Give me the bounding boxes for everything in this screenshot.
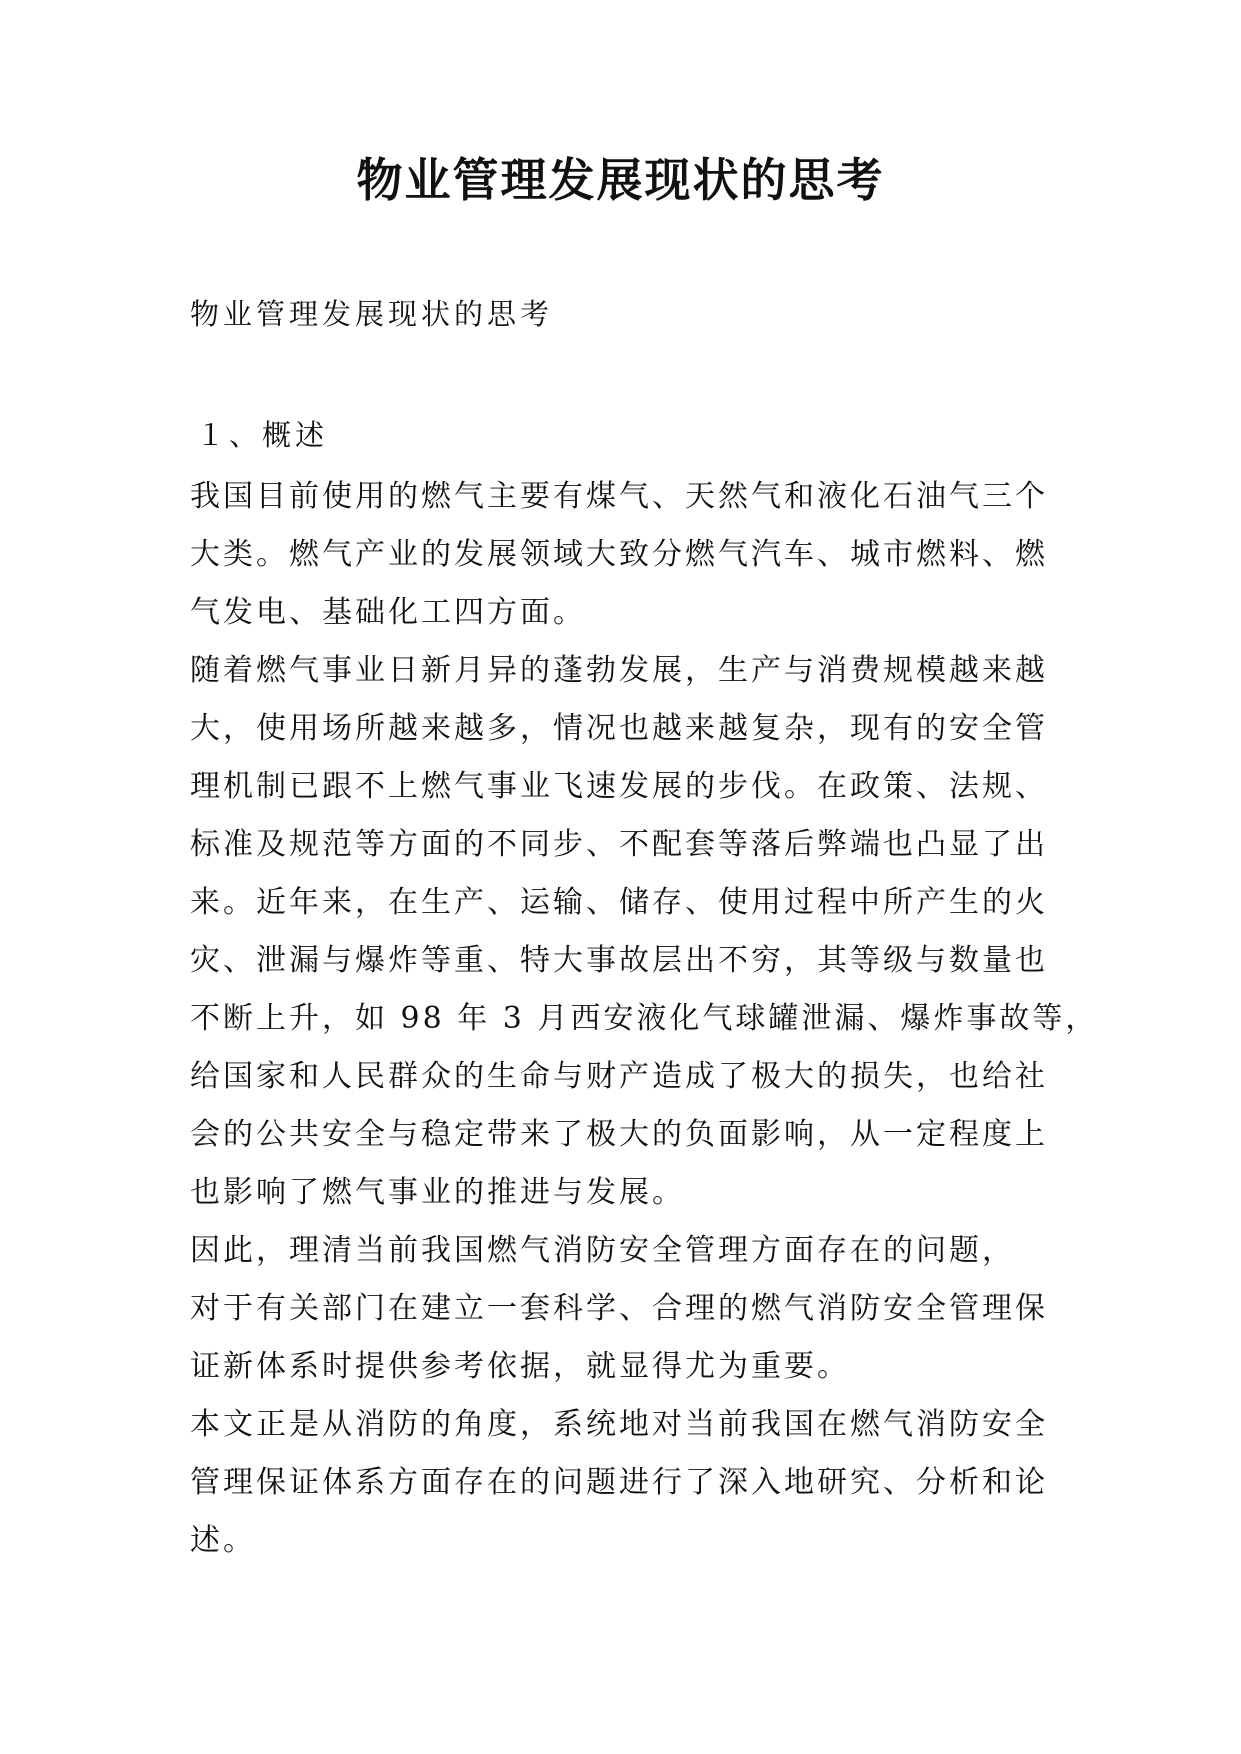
body-text <box>190 468 1099 1570</box>
body-line: 大类。燃气产业的发展领域大致分燃气汽车、城市燃料、燃 <box>190 537 1048 572</box>
body-line: 管理保证体系方面存在的问题进行了深入地研究、分析和论 <box>190 1465 1048 1500</box>
body-line: 给国家和人民群众的生命与财产造成了极大的损失，也给社 <box>190 1059 1048 1094</box>
body-line: 随着燃气事业日新月异的蓬勃发展，生产与消费规模越来越 <box>190 653 1048 688</box>
body-line: 述。 <box>190 1523 256 1558</box>
body-line: 会的公共安全与稳定带来了极大的负面影响，从一定程度上 <box>190 1117 1048 1152</box>
page-title: 物业管理发展现状的思考 <box>356 153 885 207</box>
body-line: 因此，理清当前我国燃气消防安全管理方面存在的问题， <box>190 1233 1015 1268</box>
body-line: 大，使用场所越来越多，情况也越来越复杂，现有的安全管 <box>190 711 1048 746</box>
document-subtitle: 物业管理发展现状的思考 <box>190 297 554 331</box>
body-line: 不断上升，如 98 年 3 月西安液化气球罐泄漏、爆炸事故等， <box>190 1001 1099 1036</box>
body-line: 理机制已跟不上燃气事业飞速发展的步伐。在政策、法规、 <box>190 769 1048 804</box>
body-line: 灾、泄漏与爆炸等重、特大事故层出不穷，其等级与数量也 <box>190 943 1048 978</box>
body-line: 气发电、基础化工四方面。 <box>190 595 586 630</box>
body-line: 本文正是从消防的角度，系统地对当前我国在燃气消防安全 <box>190 1407 1048 1442</box>
body-line: 来。近年来，在生产、运输、储存、使用过程中所产生的火 <box>190 885 1048 920</box>
body-line: 我国目前使用的燃气主要有煤气、天然气和液化石油气三个 <box>190 479 1048 514</box>
body-line: 证新体系时提供参考依据，就显得尤为重要。 <box>190 1349 850 1384</box>
body-line: 对于有关部门在建立一套科学、合理的燃气消防安全管理保 <box>190 1291 1048 1326</box>
body-line: 标准及规范等方面的不同步、不配套等落后弊端也凸显了出 <box>190 827 1048 862</box>
body-line: 也影响了燃气事业的推进与发展。 <box>190 1175 685 1210</box>
section-heading: １、概述 <box>196 418 329 452</box>
